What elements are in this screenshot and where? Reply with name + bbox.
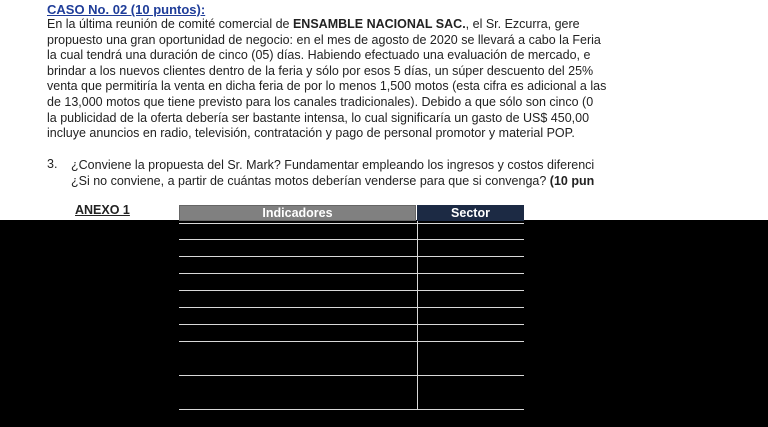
header-sector: Sector — [417, 205, 524, 221]
table-row-line — [179, 256, 524, 257]
table-row-line — [179, 223, 524, 224]
question-line: ¿Conviene la propuesta del Sr. Mark? Fundamentar empleando los ingresos y costos diferenci — [71, 158, 595, 172]
table-row-line — [179, 239, 524, 240]
paragraph-line: la cual tendrá una duración de cinco (05) días. Habiendo efectuado una evaluación de mercado, e — [47, 48, 591, 63]
paragraph-line: brindar a los nuevos clientes dentro de la feria y sólo por esos 5 días, un súper descuento del 25% — [47, 63, 594, 78]
paragraph-line — [47, 17, 632, 33]
paragraph-line: incluye anuncios en radio, televisión, contratación y pago de personal promotor y material POP. — [47, 126, 575, 141]
case-title: CASO No. 02 (10 puntos): — [47, 2, 206, 17]
question-number: 3. — [47, 157, 58, 171]
table-row-line — [179, 409, 524, 410]
table-row-line — [179, 341, 524, 342]
paragraph-line: propuesto una gran oportunidad de negocio: en el mes de agosto de 2020 se llevará a cabo la Feria — [47, 32, 601, 47]
question-text — [71, 157, 632, 189]
document-page — [0, 0, 632, 220]
annex-table — [179, 205, 524, 412]
column-divider — [417, 221, 418, 410]
paragraph-line: de 13,000 motos que tiene previsto para los canales tradicionales). Debido a que sólo son cinco (0 — [47, 94, 594, 109]
paragraph-line-start: En la última reunión de comité comercial de — [47, 17, 293, 31]
table-row-line — [179, 324, 524, 325]
table-row-line — [179, 375, 524, 376]
question-line-plain: ¿Si no conviene, a partir de cuántas motos deberían venderse para que si convenga? — [71, 174, 550, 188]
paragraph-line: la publicidad de la oferta debería ser bastante intensa, lo cual significaría un gasto de US$ 450,00 — [47, 110, 590, 125]
table-row-line — [179, 307, 524, 308]
blank-margin — [632, 0, 768, 220]
annex-label: ANEXO 1 — [75, 203, 130, 217]
table-row-line — [179, 273, 524, 274]
header-indicadores: Indicadores — [179, 205, 416, 221]
table-row-line — [179, 290, 524, 291]
question-line — [71, 173, 632, 189]
case-paragraph — [47, 17, 632, 142]
question-points: (10 pun — [549, 174, 595, 188]
company-name: ENSAMBLE NACIONAL SAC. — [292, 17, 466, 31]
paragraph-line-end: , el Sr. Ezcurra, gere — [465, 17, 580, 31]
paragraph-line: venta que permitiría la venta en dicha feria de por lo menos 1,500 motos (esta cifra es adicional a las — [47, 79, 607, 94]
